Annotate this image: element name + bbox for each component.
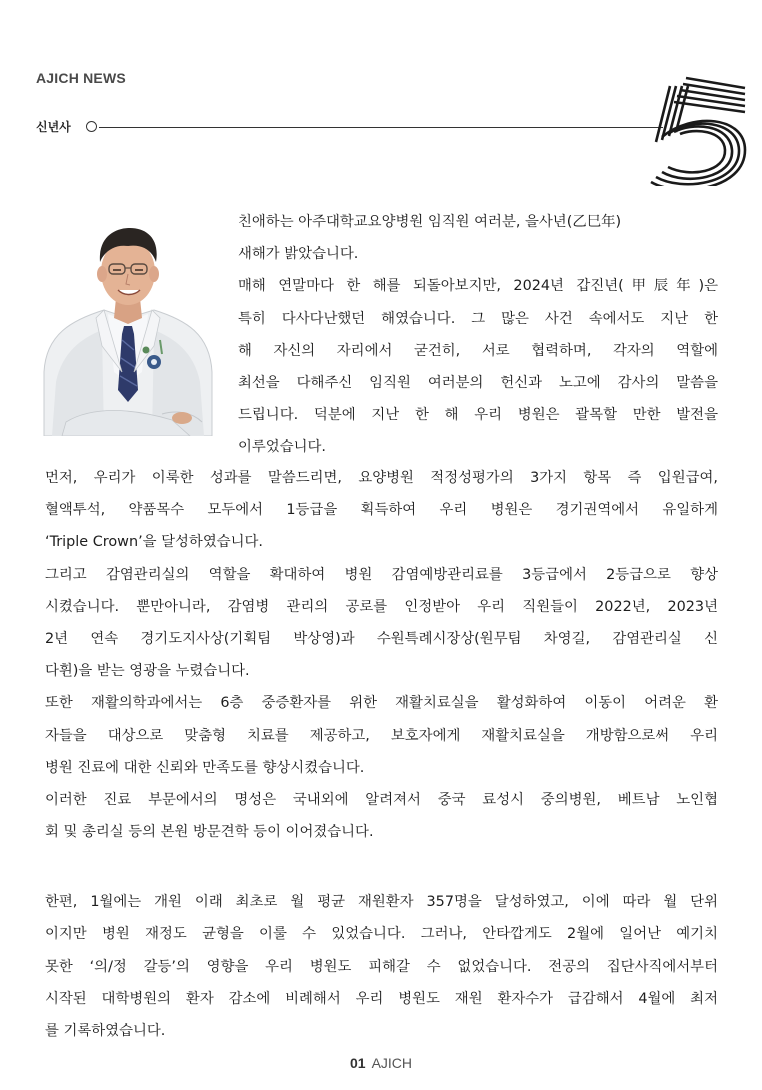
intro-line: 매해 연말마다 한 해를 되돌아보지만, 2024년 갑진년(甲辰年)은 [238, 278, 718, 295]
body-line: 못한 ‘의/정 갈등’의 영향을 우리 병원도 피해갈 수 없었습니다. 전공의 집단사직에서부터 [45, 958, 718, 975]
issue-number-5-graphic [648, 74, 748, 186]
body-line: 그리고 감염관리실의 역할을 확대하여 병원 감염예방관리료를 3등급에서 2등급으로 향상 [45, 566, 718, 583]
body-line: 병원 진료에 대한 신뢰와 만족도를 향상시켰습니다. [45, 759, 365, 776]
body-line: 혈액투석, 약품목수 모두에서 1등급을 획득하여 우리 병원은 경기권역에서 유일하게 [45, 502, 718, 519]
body-spacer [45, 848, 718, 886]
body-line: 이지만 병원 재정도 균형을 이룰 수 있었습니다. 그러나, 안타깝게도 2월에 일어난 예기치 [45, 926, 718, 943]
body-line: ‘Triple Crown’을 달성하였습니다. [45, 534, 264, 551]
intro-line: 이루었습니다. [238, 439, 326, 456]
section-header [36, 118, 676, 136]
intro-line: 해 자신의 자리에서 굳건히, 서로 협력하며, 각자의 역할에 [238, 342, 718, 359]
intro-line: 최선을 다해주신 임직원 여러분의 헌신과 노고에 감사의 말씀을 [238, 374, 718, 391]
intro-line: 드립니다. 덕분에 지난 한 해 우리 병원은 괄목할 만한 발전을 [238, 407, 718, 424]
body-line: 이러한 진료 부문에서의 명성은 국내외에 알려져서 중국 료성시 중의병원, 베트남 노인협 [45, 791, 718, 808]
body-line: 시작된 대학병원의 환자 감소에 비례해서 우리 병원도 재원 환자수가 급감해서 4월에 최저 [45, 990, 718, 1007]
body-line: 회 및 총리실 등의 본원 방문견학 등이 이어졌습니다. [45, 824, 374, 841]
body-line: 또한 재활의학과에서는 6층 중증환자를 위한 재활치료실을 활성화하여 이동이 어려운 환 [45, 695, 718, 712]
circle-bullet-icon [86, 121, 97, 132]
body-text [45, 462, 718, 1047]
body-line: 2년 연속 경기도지사상(기획팀 박상영)과 수원특례시장상(원무팀 차영길, 감염관리실 신 [45, 630, 718, 647]
intro-line: 특히 다사다난했던 해였습니다. 그 많은 사건 속에서도 지난 한 [238, 310, 718, 327]
intro-paragraph [238, 206, 718, 464]
page-footer [0, 1055, 762, 1071]
section-divider [99, 127, 663, 128]
intro-line: 새해가 밝았습니다. [238, 246, 359, 263]
footer-label: AJICH [371, 1055, 413, 1071]
portrait-photo [42, 222, 214, 436]
body-line: 먼저, 우리가 이룩한 성과를 말씀드리면, 요양병원 적정성평가의 3가지 항목 즉 입원급여, [45, 470, 718, 486]
brand-title: AJICH NEWS [36, 70, 126, 86]
section-label: 신년사 [36, 120, 71, 134]
body-line: 한편, 1월에는 개원 이래 최초로 월 평균 재원환자 357명을 달성하였고, 이에 따라 월 단위 [45, 894, 718, 911]
body-line: 자들을 대상으로 맞춤형 치료를 제공하고, 보호자에게 재활치료실을 개방함으로써 우리 [45, 727, 718, 744]
body-line: 다휜)을 받는 영광을 누렸습니다. [45, 663, 250, 680]
intro-line: 친애하는 아주대학교요양병원 임직원 여러분, 을사년(乙巳年) [238, 214, 622, 230]
body-line: 시켰습니다. 뿐만아니라, 감염병 관리의 공로를 인정받아 우리 직원들이 2022년, 2023년 [45, 598, 718, 615]
page-number: 01 [349, 1055, 366, 1071]
body-line: 를 기록하였습니다. [45, 1023, 166, 1039]
